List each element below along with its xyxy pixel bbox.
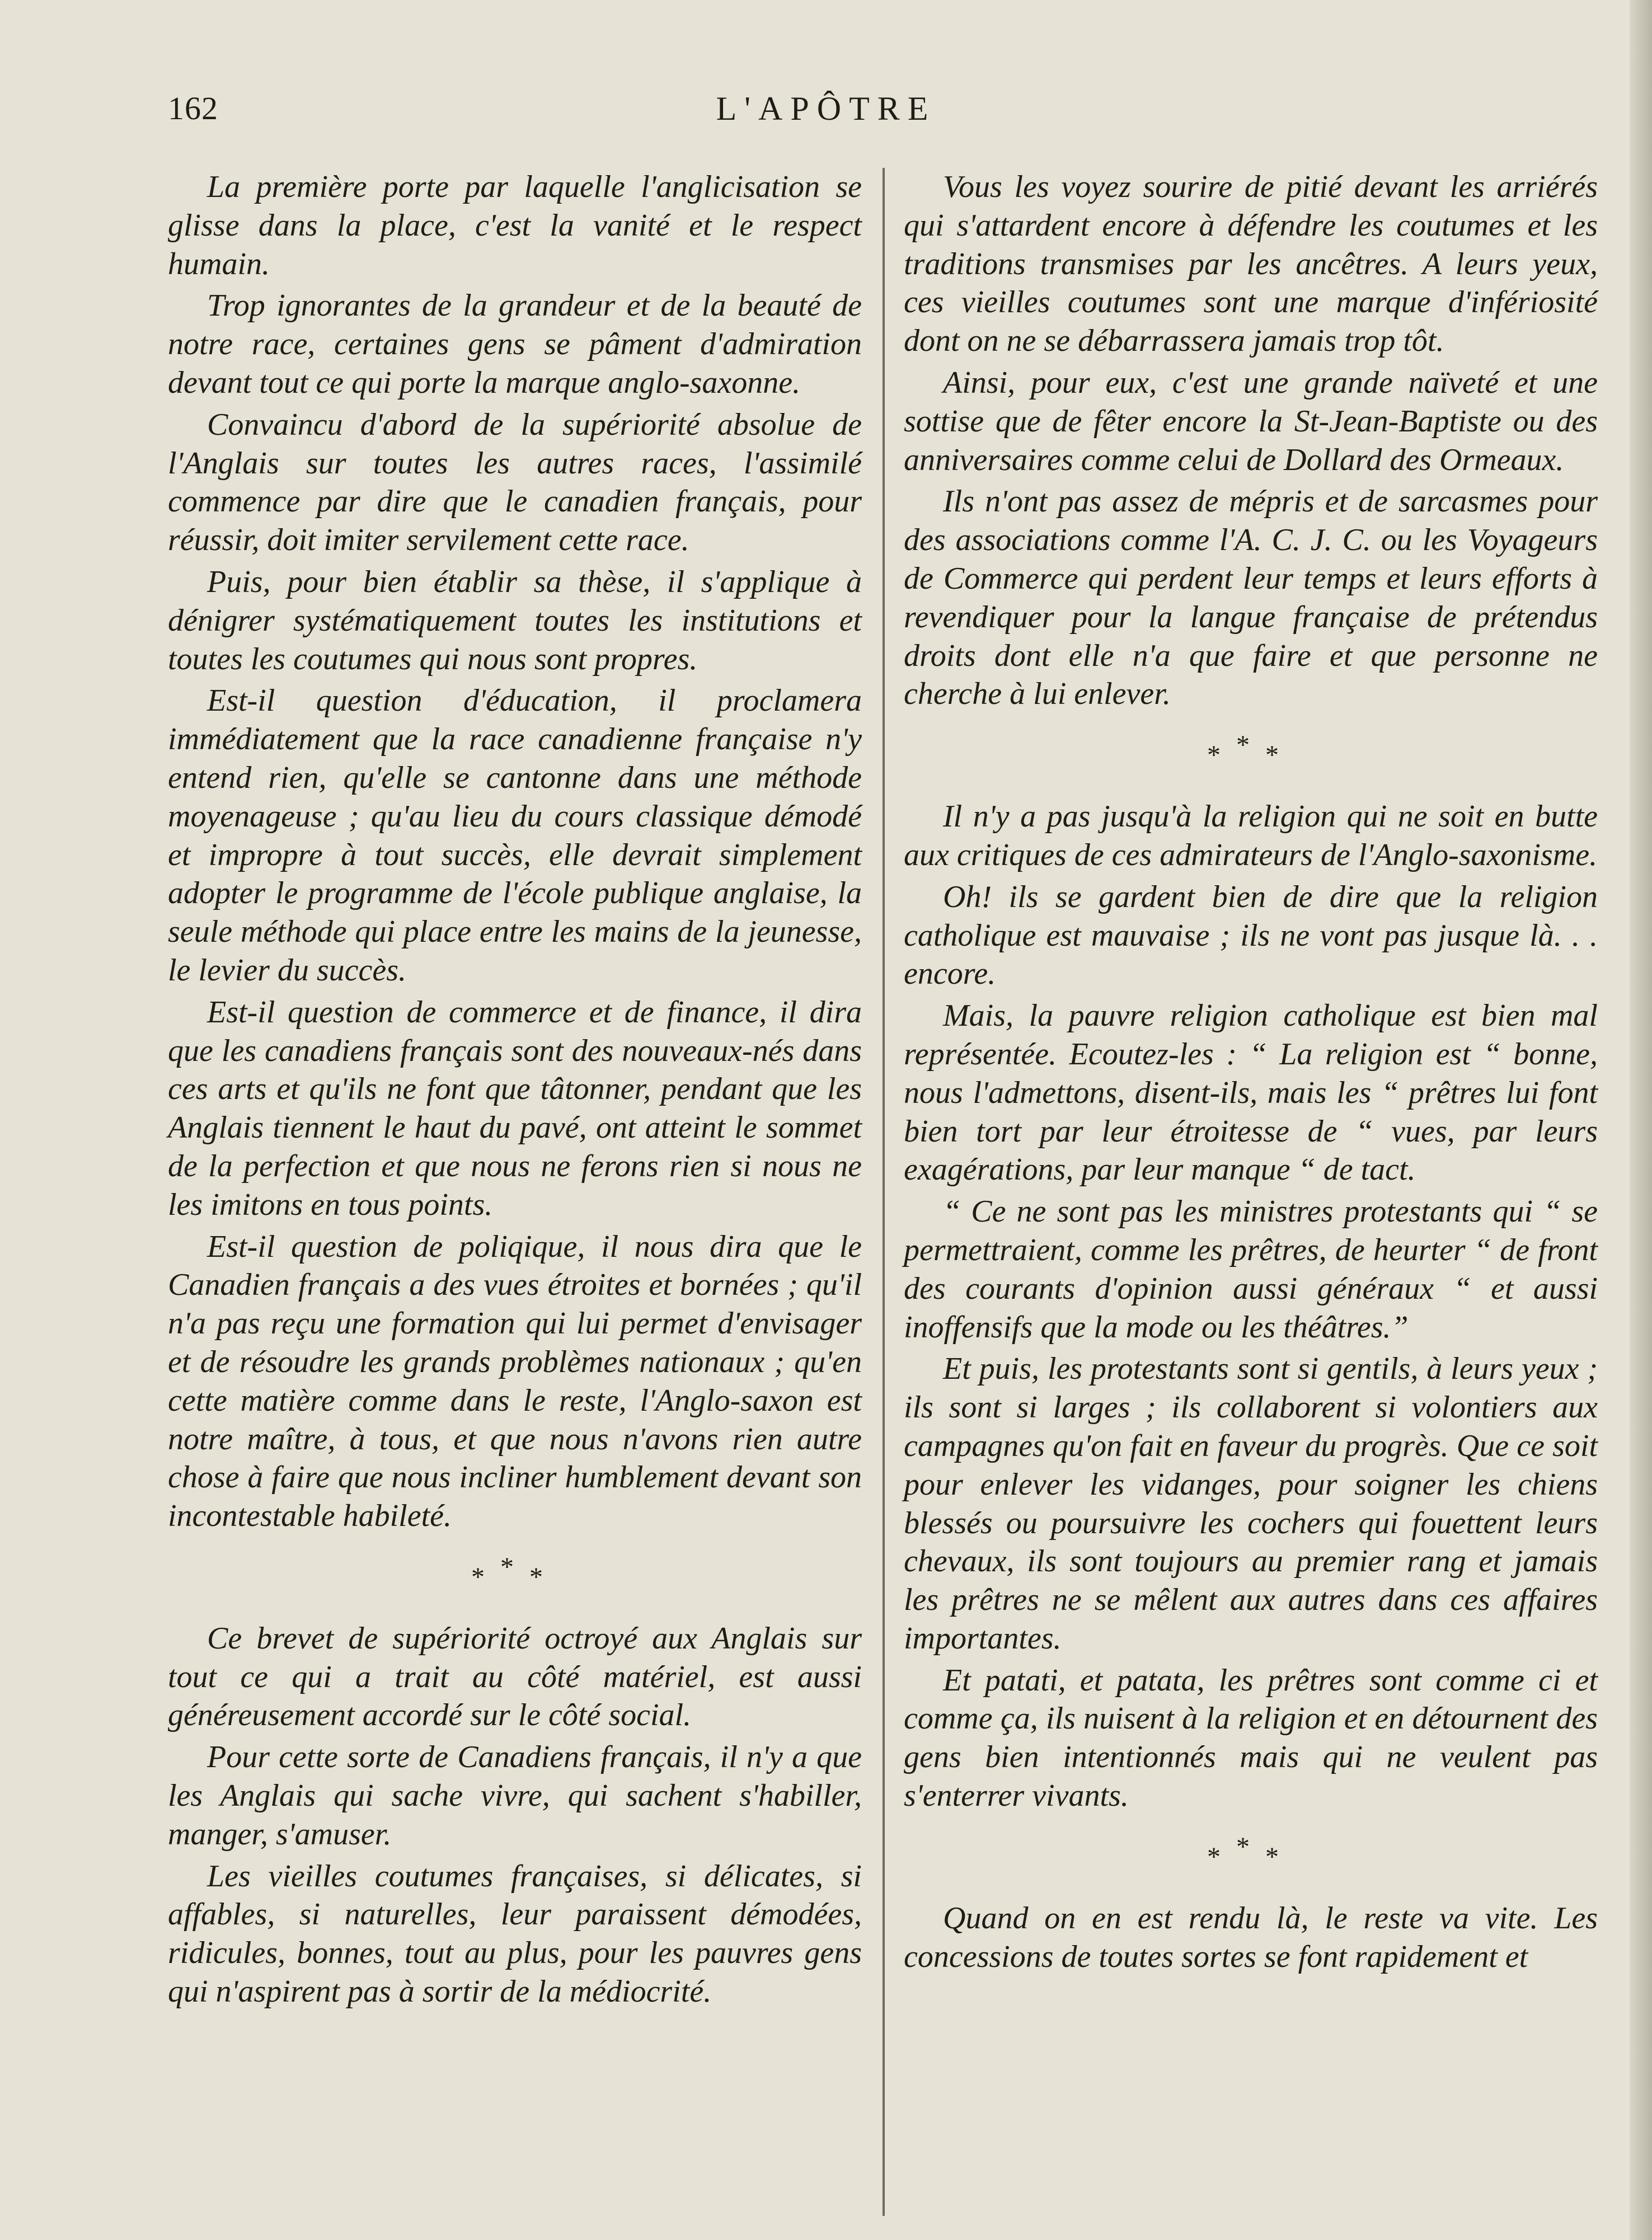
- paragraph: Est-il question d'éducation, il proclamera immédiatement que la race canadienne française n'y entend rien, qu'elle se cantonne dans une méthode moyenageuse ; qu'au lieu du cours classique démodé et impropre à tout succès, elle devrait simplement adopter le programme de l'école publique anglaise, la seule méthode qui place entre les mains de la jeunesse, le levier du succès.: [168, 683, 862, 988]
- section-separator: [904, 713, 1598, 797]
- left-column: [168, 168, 862, 2195]
- page-edge-shadow: [1630, 0, 1652, 2240]
- paragraph: Et puis, les protestants sont si gentils, à leurs yeux ; ils sont si larges ; ils collaborent si volontiers aux campagnes qu'on fait en faveur du progrès. Que ce soit pour enlever les vidanges, pour soigner les chiens blessés ou poursuivre les cochers qui fouettent leurs chevaux, ils sont toujours au premier rang et jamais les prêtres ne se mêlent aux autres dans ces affaires importantes.: [904, 1351, 1598, 1656]
- paragraph: Vous les voyez sourire de pitié devant les arriérés qui s'attardent encore à défendre les coutumes et les traditions transmises par les ancêtres. A leurs yeux, ces vieilles coutumes sont une marque d'infériosité dont on ne se débarrassera jamais trop tôt.: [904, 170, 1598, 359]
- paragraph: Et patati, et patata, les prêtres sont comme ci et comme ça, ils nuisent à la religion et en détournent des gens bien intentionnés mais qui ne veulent pas s'enterrer vivants.: [904, 1663, 1598, 1814]
- asterisk: *: [529, 1562, 559, 1592]
- asterisk: *: [500, 1552, 529, 1582]
- asterisk: *: [1265, 1842, 1294, 1872]
- paragraph: Est-il question de poliqique, il nous dira que le Canadien français a des vues étroites et bornées ; qu'il n'a pas reçu une formation qui lui permet d'envisager et de résoudre les grands problèmes nationaux ; qu'en cette matière comme dans le reste, l'Anglo-saxon est notre maître, à tous, et que nous n'avons rien autre chose à faire que nous incliner humblement devant son incontestable habileté.: [168, 1229, 862, 1534]
- paragraph: La première porte par laquelle l'anglicisation se glisse dans la place, c'est la vanité et le respect humain.: [168, 170, 862, 281]
- asterisk: *: [1236, 1832, 1265, 1862]
- paragraph: Est-il question de commerce et de finance, il dira que les canadiens français sont des nouveaux-nés dans ces arts et qu'ils ne font que tâtonner, pendant que les Anglais tiennent le haut du pavé, ont atteint le sommet de la perfection et que nous ne ferons rien si nous ne les imitons en tous points.: [168, 994, 862, 1222]
- section-separator: [904, 1815, 1598, 1899]
- paragraph: Convaincu d'abord de la supériorité absolue de l'Anglais sur toutes les autres races, l'assimilé commence par dire que le canadien français, pour réussir, doit imiter servilement cette race.: [168, 407, 862, 558]
- paragraph: Ainsi, pour eux, c'est une grande naïveté et une sottise que de fêter encore la St-Jean-Baptiste ou des anniversaires comme celui de Dollard des Ormeaux.: [904, 365, 1598, 477]
- paragraph: Ils n'ont pas assez de mépris et de sarcasmes pour des associations comme l'A. C. J. C. ou les Voyageurs de Commerce qui perdent leur temps et leurs efforts à revendiquer pour la langue française de prétendus droits dont elle n'a que faire et que personne ne cherche à lui enlever.: [904, 484, 1598, 712]
- column-divider: [883, 168, 885, 2216]
- paragraph: “ Ce ne sont pas les ministres protestants qui “ se permettraient, comme les prêtres, de heurter “ de front des courants d'opinion aussi généraux “ et aussi inoffensifs que la mode ou les théâtres.”: [904, 1194, 1598, 1345]
- paragraph: Trop ignorantes de la grandeur et de la beauté de notre race, certaines gens se pâment d'admiration devant tout ce qui porte la marque anglo-saxonne.: [168, 288, 862, 400]
- paragraph: Mais, la pauvre religion catholique est bien mal représentée. Ecoutez-les : “ La religion est “ bonne, nous l'admettons, disent-ils, mais les “ prêtres lui font bien tort par leur étroitesse de “ vues, par leurs exagérations, par leur manque “ de tact.: [904, 998, 1598, 1187]
- paragraph: Puis, pour bien établir sa thèse, il s'applique à dénigrer systématiquement toutes les institutions et toutes les coutumes qui nous sont propres.: [168, 564, 862, 677]
- asterisk: *: [1265, 740, 1294, 771]
- asterisk: *: [1207, 740, 1236, 771]
- asterisk: *: [1207, 1842, 1236, 1872]
- paragraph: Il n'y a pas jusqu'à la religion qui ne soit en butte aux critiques de ces admirateurs de l'Anglo-saxonisme.: [904, 799, 1598, 872]
- page-header: [0, 84, 1652, 145]
- paragraph: Les vieilles coutumes françaises, si délicates, si affables, si naturelles, leur paraissent démodées, ridicules, bonnes, tout au plus, pour les pauvres gens qui n'aspirent pas à sortir de la médiocrité.: [168, 1858, 862, 2009]
- asterisk: *: [1236, 730, 1265, 760]
- paragraph: Oh! ils se gardent bien de dire que la religion catholique est mauvaise ; ils ne vont pas jusque là. . . encore.: [904, 879, 1598, 992]
- journal-title: L'APÔTRE: [716, 90, 936, 127]
- paragraph: Ce brevet de supériorité octroyé aux Anglais sur tout ce qui a trait au côté matériel, est aussi généreusement accordé sur le côté social.: [168, 1621, 862, 1733]
- right-column: [904, 168, 1598, 2195]
- page-number: 162: [168, 90, 218, 126]
- section-separator: [168, 1535, 862, 1619]
- paragraph: Pour cette sorte de Canadiens français, il n'y a que les Anglais qui sache vivre, qui sachent s'habiller, manger, s'amuser.: [168, 1740, 862, 1852]
- asterisk: *: [471, 1562, 500, 1592]
- paragraph: Quand on en est rendu là, le reste va vite. Les concessions de toutes sortes se font rapidement et: [904, 1900, 1598, 1974]
